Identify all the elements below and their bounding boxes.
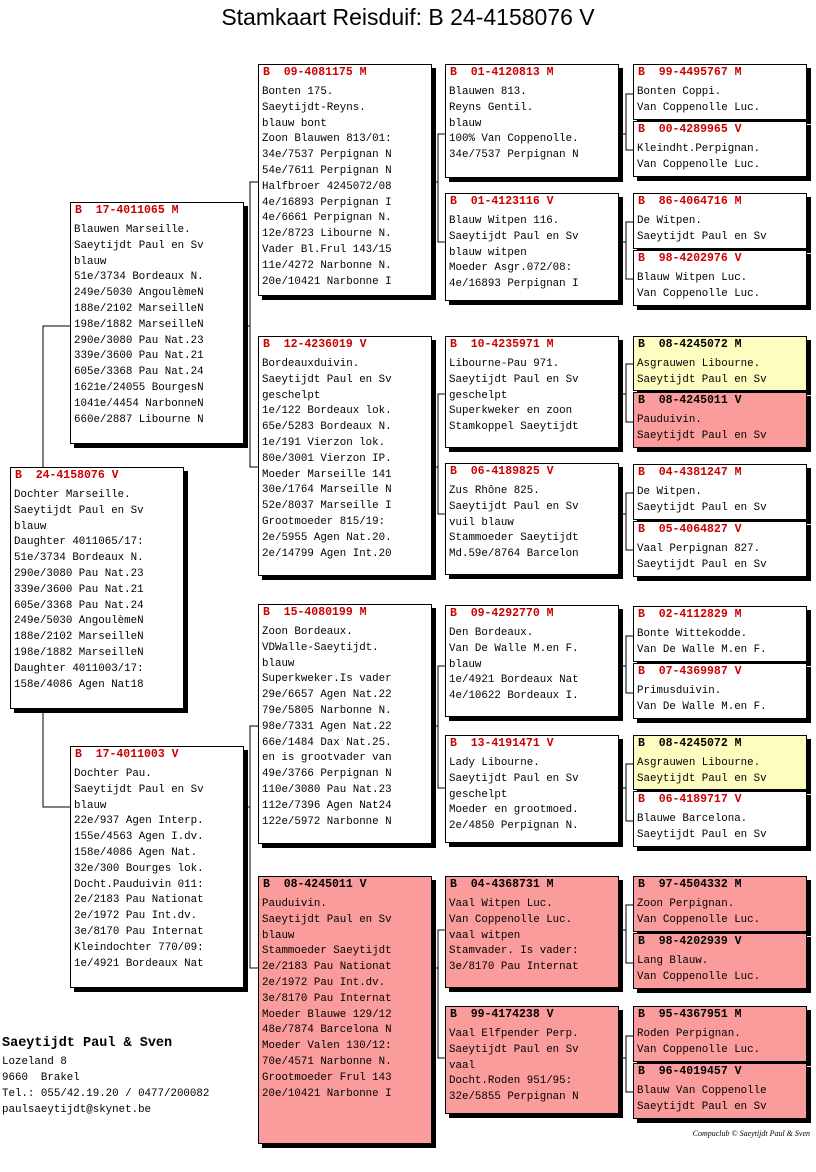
pigeon-info-line: 22e/937 Agen Interp. <box>74 815 204 828</box>
pigeon-info-line: Van De Walle M.en F. <box>637 643 767 656</box>
pigeon-info-line: 79e/5805 Narbonne N. <box>262 705 392 717</box>
pigeon-info-line: Moeder en grootmoed. <box>449 804 579 817</box>
ring-number: B 99-4174238 V <box>450 1008 554 1021</box>
connector-fff <box>619 94 633 150</box>
pigeon-info-line: Daughter 4011003/17: <box>14 662 144 675</box>
pigeon-info-line: Lang Blauw. <box>637 955 709 967</box>
pigeon-info-line: De Witpen. <box>637 215 702 227</box>
pigeon-info-line: Zoon Perpignan. <box>637 898 735 910</box>
pigeon-info-line: en is grootvader van <box>262 752 392 765</box>
connector-fmm <box>619 493 633 550</box>
pigeon-info-line: 70e/4571 Narbonne N. <box>262 1056 392 1068</box>
pigeon-info-line: geschelpt <box>449 389 508 402</box>
gggparent-card-10[interactable] <box>633 663 807 719</box>
pigeon-info-line: 4e/10622 Bordeaux I. <box>449 690 579 703</box>
pigeon-info-line: Asgrauwen Libourne. <box>637 757 761 769</box>
pigeon-info-line: vuil blauw <box>449 516 514 529</box>
ring-number: B 08-4245072 M <box>638 737 742 750</box>
ring-number: B 02-4112829 M <box>638 608 742 621</box>
pigeon-info-line: Saeytijdt Paul en Sv <box>449 772 579 785</box>
pigeon-info-line: Bonten Coppi. <box>637 86 722 98</box>
pigeon-info-line: Blauw Witpen 116. <box>449 215 560 227</box>
ring-number: B 95-4367951 M <box>638 1008 742 1021</box>
pigeon-info-line: geschelpt <box>449 788 508 801</box>
pigeon-info-line: Saeytijdt-Reyns. <box>262 101 366 114</box>
gggparent-card-5[interactable] <box>633 336 807 391</box>
pigeon-info-line: blauw witpen <box>449 246 527 259</box>
pigeon-info-line: blauw <box>74 255 107 268</box>
ggparent-card-mmf[interactable] <box>445 876 619 988</box>
connector-fm <box>431 394 445 514</box>
pigeon-info-line: 1e/122 Bordeaux lok. <box>262 405 392 418</box>
ggparent-card-fff[interactable] <box>445 64 619 178</box>
breeder-city: 9660 Brakel <box>2 1072 80 1084</box>
pigeon-info-line: 48e/7874 Barcelona N <box>262 1024 392 1037</box>
connector-mf <box>431 666 445 788</box>
ring-number: B 98-4202939 V <box>638 935 742 948</box>
pigeon-info-line: Dochter Marseille. <box>14 489 131 501</box>
pigeon-info-line: vaal <box>449 1059 475 1072</box>
pigeon-info-line: 198e/1882 MarseilleN <box>14 647 144 659</box>
ggparent-card-ffm[interactable] <box>445 193 619 301</box>
ring-number: B 05-4064827 V <box>638 523 742 536</box>
pigeon-info-line: 2e/5955 Agen Nat.20. <box>262 531 392 544</box>
pigeon-info-line: blauw <box>449 117 482 130</box>
ring-number: B 08-4245011 V <box>263 878 367 891</box>
ring-number: B 04-4381247 M <box>638 466 742 479</box>
connector-ffm <box>619 222 633 279</box>
pigeon-info-line: 20e/10421 Narbonne I <box>262 1087 392 1100</box>
gggparent-card-1[interactable] <box>633 64 807 120</box>
pigeon-info-line: Dochter Pau. <box>74 768 152 780</box>
pigeon-info-line: Saeytijdt Paul en Sv <box>262 913 392 926</box>
connector-fmf <box>619 364 633 422</box>
pigeon-info-line: 4e/16893 Perpignan I <box>449 278 579 291</box>
pigeon-info-line: Bonten 175. <box>262 86 334 98</box>
pigeon-info-line: Kleindht.Perpignan. <box>637 143 761 155</box>
ring-number: B 12-4236019 V <box>263 338 367 351</box>
pigeon-info-line: 11e/4272 Narbonne N. <box>262 259 392 272</box>
pigeon-info-line: blauw <box>262 929 295 942</box>
pigeon-info-line: 3e/8170 Pau Internat <box>74 926 204 938</box>
pigeon-info-line: Md.59e/8764 Barcelon <box>449 548 579 561</box>
ring-number: B 09-4081175 M <box>263 66 367 79</box>
pigeon-info-line: Blauwen 813. <box>449 86 527 98</box>
pigeon-info-line: 188e/2102 MarseilleN <box>14 631 144 644</box>
pigeon-info-line: 112e/7396 Agen Nat24 <box>262 799 392 812</box>
pigeon-info-line: Saeytijdt Paul en Sv <box>74 783 204 796</box>
subject-pigeon-card[interactable] <box>10 467 184 709</box>
pigeon-info-line: Saeytijdt Paul en Sv <box>637 373 767 386</box>
pigeon-info-line: Blauw Witpen Luc. <box>637 272 748 284</box>
breeder-phone: Tel.: 055/42.19.20 / 0477/200082 <box>2 1088 210 1100</box>
pigeon-info-line: 1041e/4454 NarbonneN <box>74 397 204 410</box>
pigeon-info-line: Saeytijdt Paul en Sv <box>14 504 144 517</box>
pigeon-info-line: Lady Libourne. <box>449 757 540 769</box>
pigeon-info-line: 65e/5283 Bordeaux N. <box>262 421 392 434</box>
pigeon-info-line: 122e/5972 Narbonne N <box>262 815 392 828</box>
breeder-address: Lozeland 8 <box>2 1056 67 1068</box>
pigeon-info-line: Asgrauwen Libourne. <box>637 358 761 370</box>
connector-mm <box>431 930 445 1058</box>
pigeon-info-line: Vaal Witpen Luc. <box>449 898 553 910</box>
pigeon-info-line: Kleindochter 770/09: <box>74 941 204 954</box>
pigeon-info-line: 188e/2102 MarseilleN <box>74 303 204 315</box>
pigeon-info-line: Daughter 4011065/17: <box>14 536 144 549</box>
ring-number: B 10-4235971 M <box>450 338 554 351</box>
pigeon-info-line: 1e/191 Vierzon lok. <box>262 437 386 449</box>
ring-number: B 06-4189825 V <box>450 465 554 478</box>
pigeon-info-line: Zoon Bordeaux. <box>262 626 353 638</box>
pigeon-info-line: Saeytijdt Paul en Sv <box>637 828 767 841</box>
pigeon-info-line: 290e/3080 Pau Nat.23 <box>14 568 144 580</box>
pigeon-info-line: 198e/1882 MarseilleN <box>74 318 204 331</box>
paternal-grandfather-card[interactable] <box>258 64 432 296</box>
breeder-email[interactable]: paulsaeytijdt@skynet.be <box>2 1104 152 1116</box>
pigeon-info-line: 80e/3001 Vierzon IP. <box>262 452 392 465</box>
pigeon-info-line: Docht.Pauduivin 011: <box>74 878 204 891</box>
ring-number: B 08-4245011 V <box>638 394 742 407</box>
gggparent-card-7[interactable] <box>633 464 807 520</box>
connector-mmf <box>619 905 633 963</box>
pigeon-info-line: De Witpen. <box>637 486 702 498</box>
gggparent-card-16[interactable] <box>633 1063 807 1119</box>
ring-number: B 01-4120813 M <box>450 66 554 79</box>
gggparent-card-13[interactable] <box>633 876 807 932</box>
pigeon-info-line: 1e/4921 Bordeaux Nat <box>449 674 579 687</box>
pigeon-info-line: 249e/5030 AngoulèmeN <box>74 287 204 300</box>
father-card[interactable] <box>70 202 244 444</box>
ring-number: B 15-4080199 M <box>263 606 367 619</box>
pigeon-info-line: 3e/8170 Pau Internat <box>449 961 579 974</box>
gggparent-card-3[interactable] <box>633 193 807 249</box>
pigeon-info-line: blauw <box>74 799 107 812</box>
pigeon-info-line: 2e/2183 Pau Nationat <box>262 961 392 974</box>
ring-number: B 24-4158076 V <box>15 469 119 482</box>
gggparent-card-4[interactable] <box>633 250 807 306</box>
pigeon-info-line: Saeytijdt Paul en Sv <box>637 558 767 571</box>
pigeon-info-line: Van Coppenolle Luc. <box>637 913 761 926</box>
pigeon-info-line: 2e/2183 Pau Nationat <box>74 894 204 907</box>
pigeon-info-line: Van Coppenolle Luc. <box>637 101 761 114</box>
pigeon-info-line: Vaal Perpignan 827. <box>637 543 761 555</box>
ring-number: B 07-4369987 V <box>638 665 742 678</box>
pigeon-info-line: Moeder Blauwe 129/12 <box>262 1008 392 1021</box>
pigeon-info-line: Roden Perpignan. <box>637 1028 741 1040</box>
pigeon-info-line: Saeytijdt Paul en Sv <box>449 500 579 513</box>
ring-number: B 08-4245072 M <box>638 338 742 351</box>
pigeon-info-line: 339e/3600 Pau Nat.21 <box>14 583 144 596</box>
pigeon-info-line: blauw bont <box>262 117 327 130</box>
pigeon-info-line: 32e/300 Bourges lok. <box>74 862 204 875</box>
page-title: Stamkaart Reisduif: B 24-4158076 V <box>221 4 595 30</box>
connector-mff <box>619 636 633 693</box>
pigeon-info-line: Saeytijdt Paul en Sv <box>74 239 204 252</box>
pigeon-info-line: 4e/16893 Perpignan I <box>262 196 392 209</box>
pigeon-info-line: Saeytijdt Paul en Sv <box>637 1100 767 1113</box>
pigeon-info-line: 52e/8037 Marseille I <box>262 500 392 513</box>
pigeon-info-line: 4e/6661 Perpignan N. <box>262 212 392 225</box>
ring-number: B 96-4019457 V <box>638 1065 742 1078</box>
pigeon-info-line: 339e/3600 Pau Nat.21 <box>74 350 204 363</box>
gggparent-card-9[interactable] <box>633 606 807 662</box>
pigeon-info-line: Den Bordeaux. <box>449 627 534 639</box>
pigeon-info-line: Grootmoeder 815/19: <box>262 516 386 528</box>
pigeon-info-line: 51e/3734 Bordeaux N. <box>14 552 144 565</box>
ring-number: B 17-4011003 V <box>75 748 179 761</box>
pigeon-info-line: 158e/4086 Agen Nat18 <box>14 678 144 691</box>
pigeon-info-line: geschelpt <box>262 389 321 402</box>
gggparent-card-6[interactable] <box>633 392 807 448</box>
pigeon-info-line: Zoon Blauwen 813/01: <box>262 133 392 146</box>
pigeon-info-line: 2e/14799 Agen Int.20 <box>262 547 392 560</box>
pigeon-info-line: Saeytijdt Paul en Sv <box>637 772 767 785</box>
pigeon-info-line: 110e/3080 Pau Nat.23 <box>262 784 392 796</box>
pigeon-info-line: 98e/7331 Agen Nat.22 <box>262 720 392 733</box>
ring-number: B 98-4202976 V <box>638 252 742 265</box>
pigeon-info-line: 29e/6657 Agen Nat.22 <box>262 689 392 702</box>
pigeon-info-line: 158e/4086 Agen Nat. <box>74 847 198 859</box>
pigeon-info-line: 249e/5030 AngoulèmeN <box>14 615 144 628</box>
ggparent-card-fmf[interactable] <box>445 336 619 448</box>
pigeon-info-line: Pauduivin. <box>262 898 327 910</box>
pigeon-info-line: Halfbroer 4245072/08 <box>262 180 392 193</box>
pigeon-info-line: 1621e/24055 BourgesN <box>74 382 204 394</box>
ggparent-card-mmm[interactable] <box>445 1006 619 1114</box>
pigeon-info-line: 100% Van Coppenolle. <box>449 133 579 146</box>
gggparent-card-15[interactable] <box>633 1006 807 1062</box>
pigeon-info-line: Saeytijdt Paul en Sv <box>449 230 579 243</box>
ring-number: B 06-4189717 V <box>638 793 742 806</box>
pigeon-info-line: Pauduivin. <box>637 414 702 426</box>
mother-card[interactable] <box>70 746 244 988</box>
pigeon-info-line: Van Coppenolle Luc. <box>637 287 761 300</box>
pigeon-info-line: Reyns Gentil. <box>449 101 534 114</box>
pigeon-info-line: Vader Bl.Frul 143/15 <box>262 244 392 256</box>
connector-father <box>243 182 258 467</box>
gggparent-card-8[interactable] <box>633 521 807 577</box>
pigeon-info-line: Zus Rhône 825. <box>449 485 540 497</box>
ring-number: B 86-4064716 M <box>638 195 742 208</box>
pigeon-info-line: 34e/7537 Perpignan N <box>262 149 392 162</box>
pigeon-info-line: Grootmoeder Frul 143 <box>262 1071 392 1084</box>
maternal-grandmother-card[interactable] <box>258 876 432 1144</box>
pigeon-info-line: Libourne-Pau 971. <box>449 358 560 370</box>
maternal-grandfather-card[interactable] <box>258 604 432 844</box>
gggparent-card-12[interactable] <box>633 791 807 847</box>
pigeon-info-line: blauw <box>14 520 47 533</box>
pigeon-info-line: Saeytijdt Paul en Sv <box>637 429 767 442</box>
pigeon-info-line: 2e/4850 Perpignan N. <box>449 820 579 833</box>
ring-number: B 09-4292770 M <box>450 607 554 620</box>
pigeon-info-line: Bordeauxduivin. <box>262 358 360 370</box>
pigeon-info-line: 20e/10421 Narbonne I <box>262 275 392 288</box>
pigeon-info-line: 12e/8723 Libourne N. <box>262 228 392 241</box>
pigeon-info-line: Van De Walle M.en F. <box>637 700 767 713</box>
pigeon-info-line: Van Coppenolle Luc. <box>449 913 573 926</box>
pigeon-info-line: Docht.Roden 951/95: <box>449 1075 573 1088</box>
pigeon-info-line: Blauwe Barcelona. <box>637 813 748 825</box>
breeder-name: Saeytijdt Paul & Sven <box>2 1036 173 1051</box>
pigeon-info-line: Van Coppenolle Luc. <box>637 158 761 171</box>
pigeon-info-line: 3e/8170 Pau Internat <box>262 992 392 1005</box>
ring-number: B 17-4011065 M <box>75 204 179 217</box>
pigeon-info-line: Bonte Wittekodde. <box>637 628 748 640</box>
pigeon-info-line: Stammoeder Saeytijdt <box>262 945 392 958</box>
pigeon-info-line: vaal witpen <box>449 929 521 942</box>
pigeon-info-line: Vaal Elfpender Perp. <box>449 1028 579 1040</box>
connector-mother <box>243 726 258 968</box>
pigeon-info-line: 54e/7611 Perpignan N <box>262 165 392 177</box>
pigeon-info-line: 660e/2887 Libourne N <box>74 413 204 426</box>
pigeon-info-line: blauw <box>262 657 295 670</box>
pigeon-info-line: 605e/3368 Pau Nat.24 <box>74 366 204 379</box>
pigeon-info-line: 2e/1972 Pau Int.dv. <box>74 910 198 923</box>
pigeon-info-line: blauw <box>449 658 482 671</box>
ring-number: B 99-4495767 M <box>638 66 742 79</box>
pigeon-info-line: 66e/1484 Dax Nat.25. <box>262 736 392 749</box>
pigeon-info-line: Blauw Van Coppenolle <box>637 1085 767 1097</box>
pigeon-info-line: Saeytijdt Paul en Sv <box>449 1043 579 1056</box>
pigeon-info-line: Primusduivin. <box>637 685 722 697</box>
ring-number: B 00-4289965 V <box>638 123 742 136</box>
connector-mmm <box>619 1036 633 1092</box>
pigeon-info-line: Stammoeder Saeytijdt <box>449 532 579 545</box>
ring-number: B 13-4191471 V <box>450 737 554 750</box>
ring-number: B 04-4368731 M <box>450 878 554 891</box>
pigeon-info-line: Saeytijdt Paul en Sv <box>637 501 767 514</box>
pigeon-info-line: 49e/3766 Perpignan N <box>262 768 392 781</box>
gggparent-card-11[interactable] <box>633 735 807 790</box>
pigeon-info-line: 30e/1764 Marseille N <box>262 484 392 497</box>
pigeon-info-line: 34e/7537 Perpignan N <box>449 149 579 162</box>
pigeon-info-line: Saeytijdt Paul en Sv <box>262 373 392 386</box>
connector-mfm <box>619 764 633 821</box>
pigeon-info-line: 155e/4563 Agen I.dv. <box>74 831 204 844</box>
ggparent-card-fmm[interactable] <box>445 463 619 575</box>
pigeon-info-line: Superkweker en zoon <box>449 405 573 418</box>
pigeon-info-line: Saeytijdt Paul en Sv <box>449 373 579 386</box>
pigeon-info-line: 32e/5855 Perpignan N <box>449 1091 579 1104</box>
gggparent-card-2[interactable] <box>633 121 807 177</box>
pigeon-info-line: Van De Walle M.en F. <box>449 642 579 655</box>
paternal-grandmother-card[interactable] <box>258 336 432 576</box>
ggparent-card-mfm[interactable] <box>445 735 619 843</box>
pigeon-info-line: Van Coppenolle Luc. <box>637 970 761 983</box>
pigeon-info-line: Stamvader. Is vader: <box>449 945 579 958</box>
pigeon-info-line: Moeder Valen 130/12: <box>262 1040 392 1053</box>
ggparent-card-mff[interactable] <box>445 605 619 717</box>
pigeon-info-line: Saeytijdt Paul en Sv <box>637 230 767 243</box>
gggparent-card-14[interactable] <box>633 933 807 989</box>
pigeon-info-line: Van Coppenolle Luc. <box>637 1043 761 1056</box>
pigeon-info-line: Moeder Marseille 141 <box>262 468 392 481</box>
pigeon-info-line: VDWalle-Saeytijdt. <box>262 641 379 654</box>
pigeon-info-line: 51e/3734 Bordeaux N. <box>74 271 204 284</box>
pigeon-info-line: 1e/4921 Bordeaux Nat <box>74 957 204 970</box>
ring-number: B 01-4123116 V <box>450 195 554 208</box>
pigeon-info-line: 605e/3368 Pau Nat.24 <box>14 599 144 612</box>
connector-ff <box>431 134 445 242</box>
pigeon-info-line: Blauwen Marseille. <box>74 224 191 236</box>
pigeon-info-line: 2e/1972 Pau Int.dv. <box>262 977 386 989</box>
breeder-address-block <box>2 1036 209 1120</box>
pigeon-info-line: Stamkoppel Saeytijdt <box>449 421 579 434</box>
footer-credit: Compuclub © Saeytijdt Paul & Sven <box>692 1129 810 1138</box>
pigeon-info-line: Moeder Asgr.072/08: <box>449 262 573 275</box>
ring-number: B 97-4504332 M <box>638 878 742 891</box>
pigeon-info-line: Superkweker.Is vader <box>262 673 392 686</box>
pigeon-info-line: 290e/3080 Pau Nat.23 <box>74 334 204 347</box>
